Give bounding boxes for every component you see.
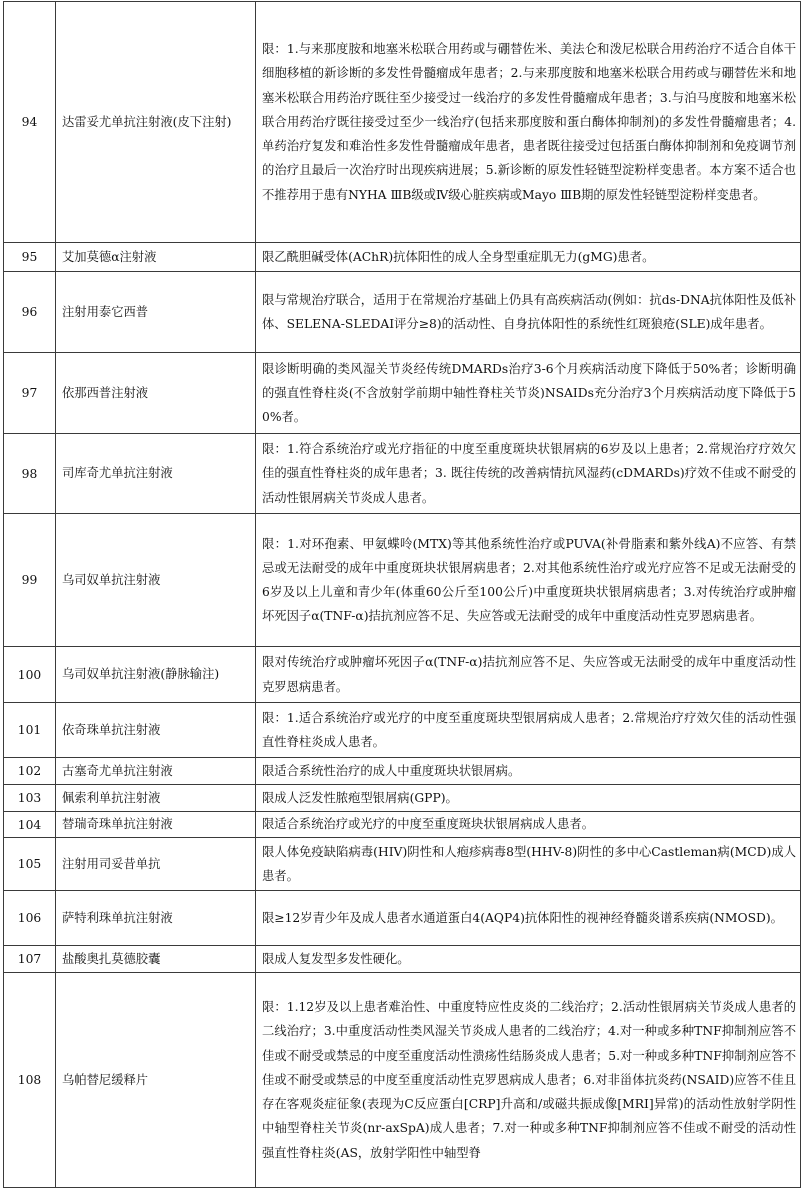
table-row [4,891,801,946]
table-row [4,514,801,647]
row-number: 102 [4,758,56,785]
drug-name: 注射用司妥昔单抗 [56,838,256,891]
row-number: 104 [4,812,56,838]
restriction-text: 限：1.对环孢素、甲氨蝶呤(MTX)等其他系统性治疗或PUVA(补骨脂素和紫外线A)不应答、有禁忌或无法耐受的成年中重度斑块状银屑病患者；2.对其他系统性治疗或光疗应答不足或无法耐受的6岁及以上儿童和青少年(体重60公斤至100公斤)中重度斑块状银屑病患者；3.对传统治疗或肿瘤坏死因子α(TNF-α)拮抗剂应答不足、失应答或无法耐受的成年中重度活动性克罗恩病患者。 [256,514,801,647]
row-number: 106 [4,891,56,946]
table-row [4,434,801,514]
drug-name: 乌帕替尼缓释片 [56,973,256,1188]
row-number: 97 [4,353,56,434]
row-number: 103 [4,785,56,812]
drug-name: 佩索利单抗注射液 [56,785,256,812]
table-row [4,973,801,1188]
drug-name: 艾加莫德α注射液 [56,243,256,272]
row-number: 99 [4,514,56,647]
drug-name: 乌司奴单抗注射液(静脉输注) [56,647,256,703]
restriction-text: 限成人复发型多发性硬化。 [256,946,801,973]
drug-name: 乌司奴单抗注射液 [56,514,256,647]
restriction-text: 限对传统治疗或肿瘤坏死因子α(TNF-α)拮抗剂应答不足、失应答或无法耐受的成年中重度活动性克罗恩病患者。 [256,647,801,703]
table-row [4,838,801,891]
restriction-text: 限人体免疫缺陷病毒(HIV)阴性和人疱疹病毒8型(HHV-8)阴性的多中心Castleman病(MCD)成人患者。 [256,838,801,891]
restriction-text: 限：1.12岁及以上患者难治性、中重度特应性皮炎的二线治疗；2.活动性银屑病关节炎成人患者的二线治疗；3.中重度活动性类风湿关节炎成人患者的二线治疗；4.对一种或多种TNF抑制剂应答不佳或不耐受或禁忌的中度至重度活动性溃疡性结肠炎成人患者；5.对一种或多种TNF抑制剂应答不佳或不耐受或禁忌的中度至重度活动性克罗恩病成人患者；6.对非甾体抗炎药(NSAID)应答不佳且存在客观炎症征象(表现为C反应蛋白[CRP]升高和/或磁共振成像[MRI]异常)的活动性放射学阴性中轴型脊柱关节炎(nr-axSpA)成人患者；7.对一种或多种TNF抑制剂应答不佳或不耐受的活动性强直性脊柱炎(AS，放射学阳性中轴型脊 [256,973,801,1188]
drug-restriction-table [3,1,801,1188]
row-number: 95 [4,243,56,272]
drug-name: 依奇珠单抗注射液 [56,703,256,758]
row-number: 107 [4,946,56,973]
drug-name: 盐酸奥扎莫德胶囊 [56,946,256,973]
drug-name: 替瑞奇珠单抗注射液 [56,812,256,838]
restriction-text: 限：1.符合系统治疗或光疗指征的中度至重度斑块状银屑病的6岁及以上患者；2.常规治疗疗效欠佳的强直性脊柱炎的成年患者；3. 既往传统的改善病情抗风湿药(cDMARDs)疗效不佳或不耐受的活动性银屑病关节炎成人患者。 [256,434,801,514]
restriction-text: 限适合系统治疗或光疗的中度至重度斑块状银屑病成人患者。 [256,812,801,838]
drug-name: 古塞奇尤单抗注射液 [56,758,256,785]
table-row [4,758,801,785]
restriction-text: 限适合系统性治疗的成人中重度斑块状银屑病。 [256,758,801,785]
table-row [4,272,801,353]
row-number: 108 [4,973,56,1188]
row-number: 105 [4,838,56,891]
restriction-text: 限与常规治疗联合，适用于在常规治疗基础上仍具有高疾病活动(例如：抗ds-DNA抗体阳性及低补体、SELENA-SLEDAI评分≥8)的活动性、自身抗体阳性的系统性红斑狼疮(SLE)成年患者。 [256,272,801,353]
restriction-text: 限成人泛发性脓疱型银屑病(GPP)。 [256,785,801,812]
drug-name: 依那西普注射液 [56,353,256,434]
row-number: 101 [4,703,56,758]
restriction-text: 限≥12岁青少年及成人患者水通道蛋白4(AQP4)抗体阳性的视神经脊髓炎谱系疾病(NMOSD)。 [256,891,801,946]
row-number: 96 [4,272,56,353]
drug-name: 注射用泰它西普 [56,272,256,353]
table-row [4,703,801,758]
table-row [4,812,801,838]
drug-name: 萨特利珠单抗注射液 [56,891,256,946]
table-row [4,2,801,243]
restriction-text: 限乙酰胆碱受体(AChR)抗体阳性的成人全身型重症肌无力(gMG)患者。 [256,243,801,272]
restriction-text: 限：1.适合系统治疗或光疗的中度至重度斑块型银屑病成人患者；2.常规治疗疗效欠佳的活动性强直性脊柱炎成人患者。 [256,703,801,758]
table-row [4,785,801,812]
row-number: 94 [4,2,56,243]
drug-name: 达雷妥尤单抗注射液(皮下注射) [56,2,256,243]
row-number: 100 [4,647,56,703]
table-row [4,353,801,434]
row-number: 98 [4,434,56,514]
restriction-text: 限：1.与来那度胺和地塞米松联合用药或与硼替佐米、美法仑和泼尼松联合用药治疗不适合自体干细胞移植的新诊断的多发性骨髓瘤成年患者；2.与来那度胺和地塞米松联合用药或与硼替佐米和地塞米松联合用药治疗既往至少接受过一线治疗的多发性骨髓瘤成年患者；3.与泊马度胺和地塞米松联合用药治疗既往接受过至少一线治疗(包括来那度胺和蛋白酶体抑制剂)的多发性骨髓瘤患者；4.单药治疗复发和难治性多发性骨髓瘤成年患者，患者既往接受过包括蛋白酶体抑制剂和免疫调节剂的治疗且最后一次治疗时出现疾病进展；5.新诊断的原发性轻链型淀粉样变患者。本方案不适合也不推荐用于患有NYHA ⅢB级或Ⅳ级心脏疾病或Mayo ⅢB期的原发性轻链型淀粉样变患者。 [256,2,801,243]
drug-name: 司库奇尤单抗注射液 [56,434,256,514]
table-row [4,946,801,973]
table-row [4,243,801,272]
restriction-text: 限诊断明确的类风湿关节炎经传统DMARDs治疗3-6个月疾病活动度下降低于50%者；诊断明确的强直性脊柱炎(不含放射学前期中轴性脊柱关节炎)NSAIDs充分治疗3个月疾病活动度下降低于50%者。 [256,353,801,434]
table-row [4,647,801,703]
